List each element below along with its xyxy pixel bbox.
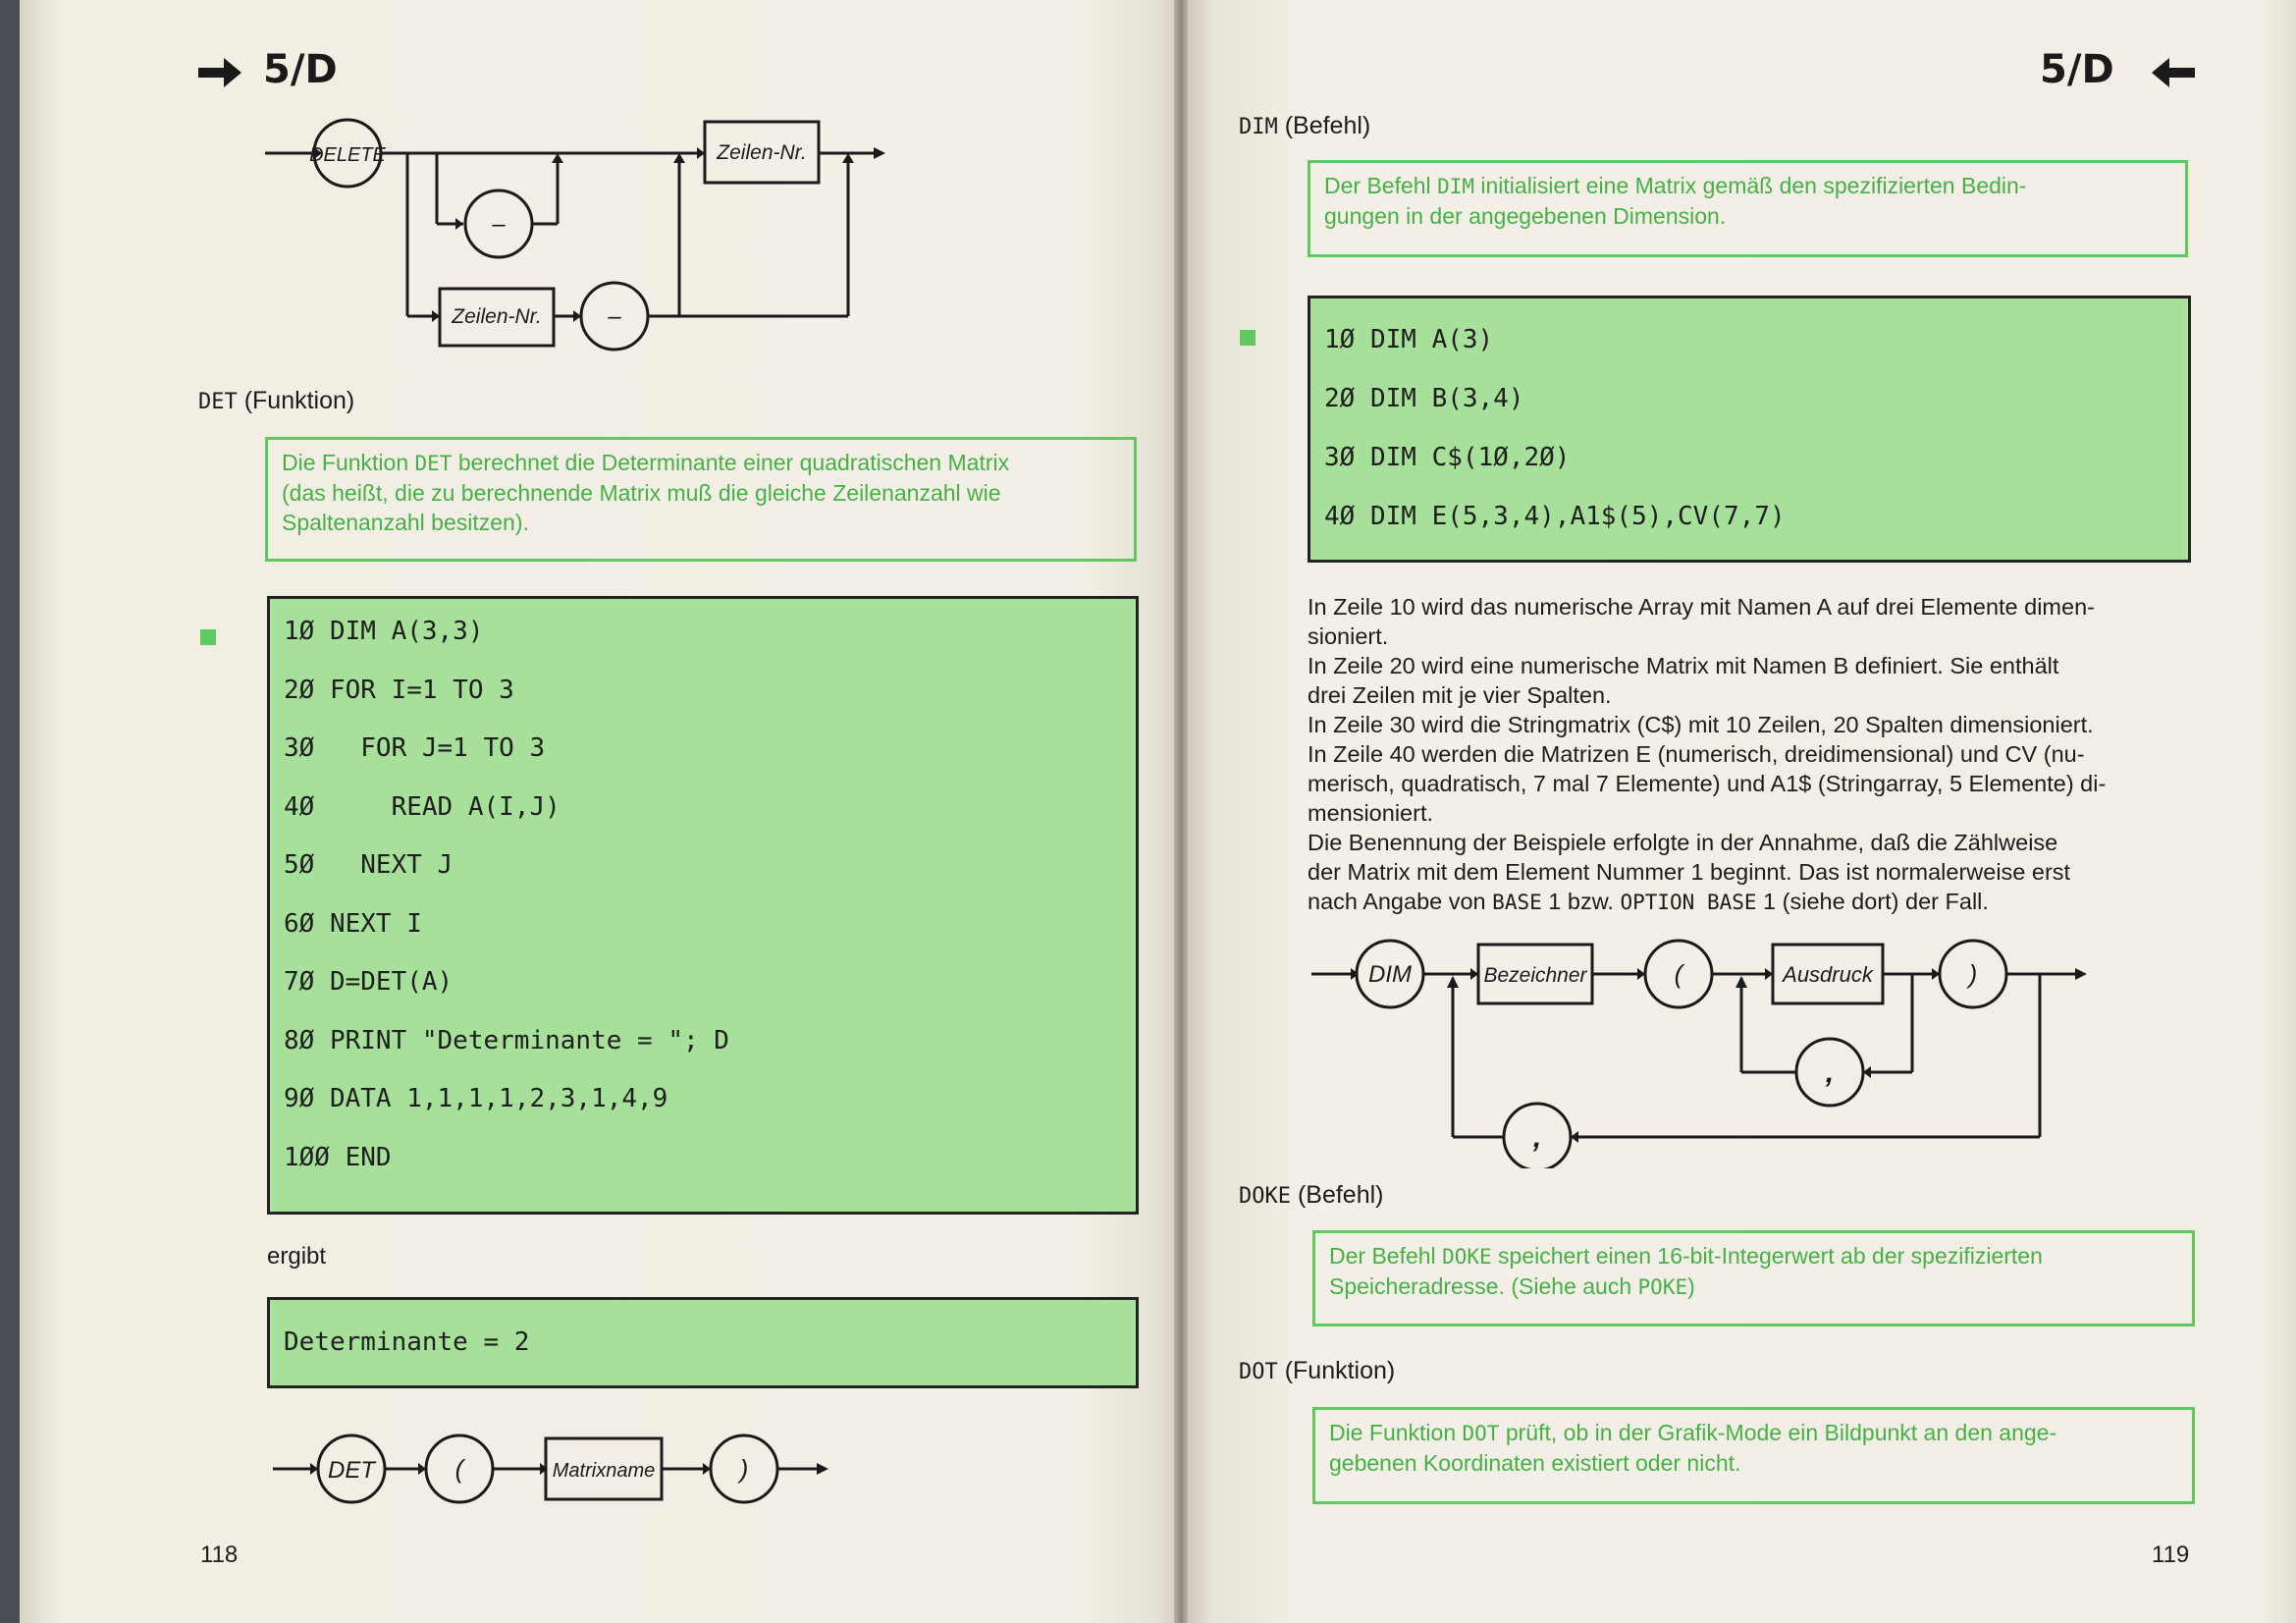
explanation-line: In Zeile 40 werden die Matrizen E (numerisch, dreidimensional) und CV (nu- xyxy=(1308,741,2085,767)
page-number-left: 118 xyxy=(200,1542,239,1568)
det-definition-line: (das heißt, die zu berechnende Matrix muß die gleiche Zeilenanzahl wie xyxy=(282,480,1001,506)
dim-kind: (Befehl) xyxy=(1284,112,1371,139)
close-paren-node-label: ) xyxy=(739,1454,749,1484)
explanation-line: In Zeile 10 wird das numerische Array mit Namen A auf drei Elemente dimen- xyxy=(1308,594,2095,620)
dot-definition-line: gebenen Koordinaten existiert oder nicht. xyxy=(1329,1450,1741,1476)
doke-definition-box xyxy=(1312,1230,2195,1326)
minus-node-1-label: – xyxy=(492,211,506,238)
doke-keyword: DOKE xyxy=(1239,1184,1291,1209)
page-number-right: 119 xyxy=(2152,1542,2190,1568)
dot-keyword: DOT xyxy=(1239,1360,1278,1384)
dim-node-label: DIM xyxy=(1368,961,1412,988)
code-line: 4Ø READ A(I,J) xyxy=(284,791,561,822)
code-line: 1ØØ END xyxy=(284,1142,392,1172)
det-node-label: DET xyxy=(328,1457,375,1484)
dim-section-label xyxy=(1239,112,1370,140)
explanation-line: In Zeile 30 wird die Stringmatrix (C$) mit 10 Zeilen, 20 Spalten dimensioniert. xyxy=(1308,712,2094,737)
explanation-line: der Matrix mit dem Element Nummer 1 beginnt. Das ist normalerweise erst xyxy=(1308,859,2071,885)
arrow-left-icon xyxy=(2150,54,2199,93)
code-line: 8Ø PRINT "Determinante = "; D xyxy=(284,1025,729,1055)
det-definition-box xyxy=(265,437,1137,562)
det-section-label xyxy=(198,387,354,415)
page-header-right: 5/D xyxy=(2040,47,2114,92)
doke-section-label xyxy=(1239,1181,1383,1210)
dim-code-listing xyxy=(1308,296,2191,563)
dot-section-label xyxy=(1239,1357,1395,1385)
line-number-label-2: Zeilen-Nr. xyxy=(452,305,542,328)
open-paren-node-label: ( xyxy=(1674,959,1683,989)
code-line: 1Ø DIM A(3) xyxy=(1324,325,1494,354)
explanation-line: sioniert. xyxy=(1308,623,1389,649)
book-gutter xyxy=(1174,0,1188,1623)
explanation-line: mensioniert. xyxy=(1308,800,1433,826)
code-line: 6Ø NEXT I xyxy=(284,908,422,939)
doke-kind: (Befehl) xyxy=(1297,1181,1384,1209)
code-line: 4Ø DIM E(5,3,4),A1$(5),CV(7,7) xyxy=(1324,502,1786,531)
dot-definition-box xyxy=(1312,1407,2195,1504)
det-result-output xyxy=(267,1297,1139,1388)
dim-explanation xyxy=(1308,592,2196,917)
doke-definition-line: Der Befehl DOKE speichert einen 16-bit-Integerwert ab der spezifizierten xyxy=(1329,1243,2043,1269)
dot-kind: (Funktion) xyxy=(1284,1357,1396,1384)
ausdruck-box-label: Ausdruck xyxy=(1783,962,1873,987)
det-kind: (Funktion) xyxy=(243,387,355,414)
det-syntax-diagram xyxy=(265,1429,854,1517)
dim-syntax-diagram xyxy=(1306,933,2091,1168)
inner-comma-node-label: , xyxy=(1825,1056,1835,1089)
arrow-right-icon xyxy=(196,54,245,93)
explanation-line: merisch, quadratisch, 7 mal 7 Elemente) und A1$ (Stringarray, 5 Elemente) di- xyxy=(1308,771,2107,796)
explanation-line: In Zeile 20 wird eine numerische Matrix mit Namen B definiert. Sie enthält xyxy=(1308,653,2059,678)
code-line: 1Ø DIM A(3,3) xyxy=(284,617,484,646)
matrixname-box-label: Matrixname xyxy=(552,1460,656,1482)
delete-syntax-diagram xyxy=(255,108,923,363)
bullet-marker xyxy=(200,629,216,645)
code-line: 7Ø D=DET(A) xyxy=(284,967,454,997)
det-definition-line: Die Funktion DET berechnet die Determinante einer quadratischen Matrix xyxy=(282,450,1010,475)
code-line: 3Ø DIM C$(1Ø,2Ø) xyxy=(1324,443,1571,472)
explanation-line: Die Benennung der Beispiele erfolgte in der Annahme, daß die Zählweise xyxy=(1308,830,2058,855)
close-paren-node-label: ) xyxy=(1968,959,1978,989)
dim-definition-box xyxy=(1308,160,2188,257)
dim-definition-line: gungen in der angegebenen Dimension. xyxy=(1324,203,1727,229)
code-line: 3Ø FOR J=1 TO 3 xyxy=(284,733,546,763)
dot-definition-line: Die Funktion DOT prüft, ob in der Grafik-Mode ein Bildpunkt an den ange- xyxy=(1329,1420,2057,1445)
bezeichner-box-label: Bezeichner xyxy=(1483,964,1587,987)
code-line: 2Ø DIM B(3,4) xyxy=(1324,384,1524,413)
dim-keyword: DIM xyxy=(1239,115,1278,139)
explanation-line: nach Angabe von BASE 1 bzw. OPTION BASE 1 (siehe dort) der Fall. xyxy=(1308,889,1989,914)
det-code-listing xyxy=(267,596,1139,1215)
output-line: Determinante = 2 xyxy=(284,1327,530,1357)
det-keyword: DET xyxy=(198,390,238,414)
code-line: 2Ø FOR I=1 TO 3 xyxy=(284,675,514,705)
outer-comma-node-label: , xyxy=(1532,1121,1542,1154)
bullet-marker xyxy=(1240,330,1255,346)
delete-node-label: DELETE xyxy=(309,144,386,166)
det-definition-line: Spaltenanzahl besitzen). xyxy=(282,510,529,535)
minus-node-2-label: – xyxy=(608,303,621,330)
explanation-line: drei Zeilen mit je vier Spalten. xyxy=(1308,682,1612,708)
doke-definition-line: Speicheradresse. (Siehe auch POKE) xyxy=(1329,1273,1695,1299)
code-line: 9Ø DATA 1,1,1,1,2,3,1,4,9 xyxy=(284,1084,668,1113)
page-header-left: 5/D xyxy=(263,47,338,92)
code-line: 5Ø NEXT J xyxy=(284,850,454,880)
open-paren-node-label: ( xyxy=(454,1454,464,1484)
dim-definition-line: Der Befehl DIM initialisiert eine Matrix gemäß den spezifizierten Bedin- xyxy=(1324,173,2027,198)
result-label: ergibt xyxy=(267,1243,327,1270)
line-number-label-1: Zeilen-Nr. xyxy=(717,141,807,164)
